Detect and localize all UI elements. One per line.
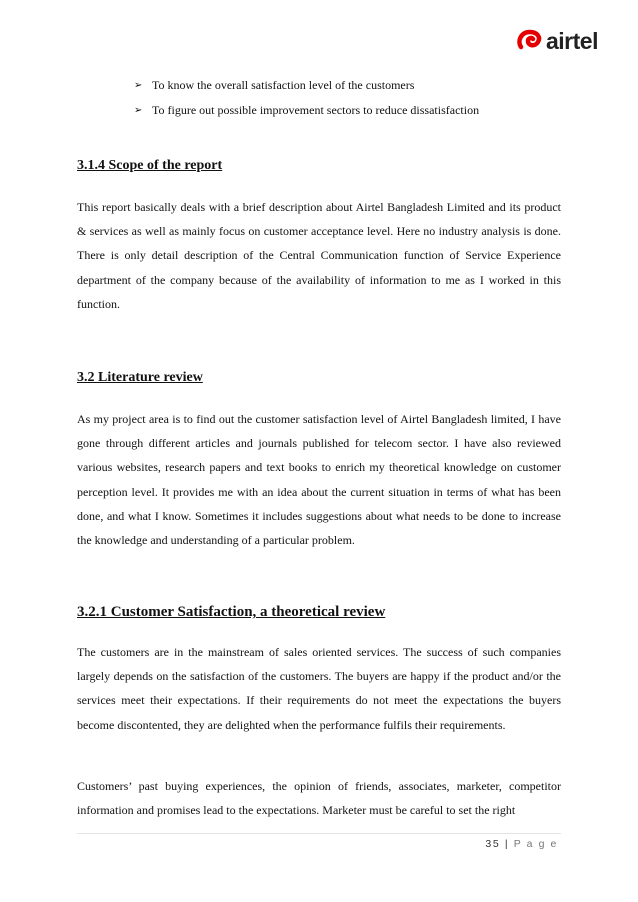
objectives-list [134,73,554,123]
paragraph-literature: As my project area is to find out the customer satisfaction level of Airtel Bangladesh limited, I have gone through different articles and journals published for telecom sector. I have also reviewed various websites, research papers and text books to enrich my theoretical knowledge on customer perception level. It provides me with an idea about the current situation in terms of what has been done, and what I know. Sometimes it includes suggestions about what needs to be done to increase the knowledge and understanding of a particular problem. [77,412,561,548]
paragraph-scope: This report basically deals with a brief description about Airtel Bangladesh Limited and its product & services as well as mainly focus on customer acceptance level. Here no industry analysis is done. There is only detail description of the Central Communication function of Service Experience department of the company because of the availability of information to me as I worked in this function. [77,200,561,311]
arrow-bullet-icon: ➢ [134,80,143,91]
paragraph-customer-satisfaction-1: The customers are in the mainstream of sales oriented services. The success of such companies largely depends on the satisfaction of the customers. The buyers are happy if the product and/or the services meet their expectations. If their requirements do not meet the expectations the buyers become discontented, they are delighted when the performance fulfils their requirements. [77,645,561,732]
page-label: P a g e [513,838,558,850]
arrow-bullet-icon: ➢ [134,105,143,116]
page-number: 35 [485,838,501,850]
section-heading-customer-satisfaction: 3.2.1 Customer Satisfaction, a theoretical review [77,604,386,620]
list-item-text: To figure out possible improvement sectors to reduce dissatisfaction [152,103,480,117]
paragraph-customer-satisfaction-2: Customers’ past buying experiences, the opinion of friends, associates, marketer, competitor information and promises lead to the expectations. Marketer must be careful to set the right [77,779,561,818]
list-item-text: To know the overall satisfaction level of the customers [152,78,415,92]
list-item [134,98,554,123]
page-footer [485,838,558,850]
list-item [134,73,554,98]
section-heading-scope: 3.1.4 Scope of the report [77,158,223,173]
footer-separator: | [504,838,510,850]
logo-text: airtel [546,27,598,54]
footer-divider [77,833,561,834]
section-heading-literature: 3.2 Literature review [77,370,203,385]
airtel-swirl-icon [515,27,543,55]
airtel-logo [515,24,625,58]
